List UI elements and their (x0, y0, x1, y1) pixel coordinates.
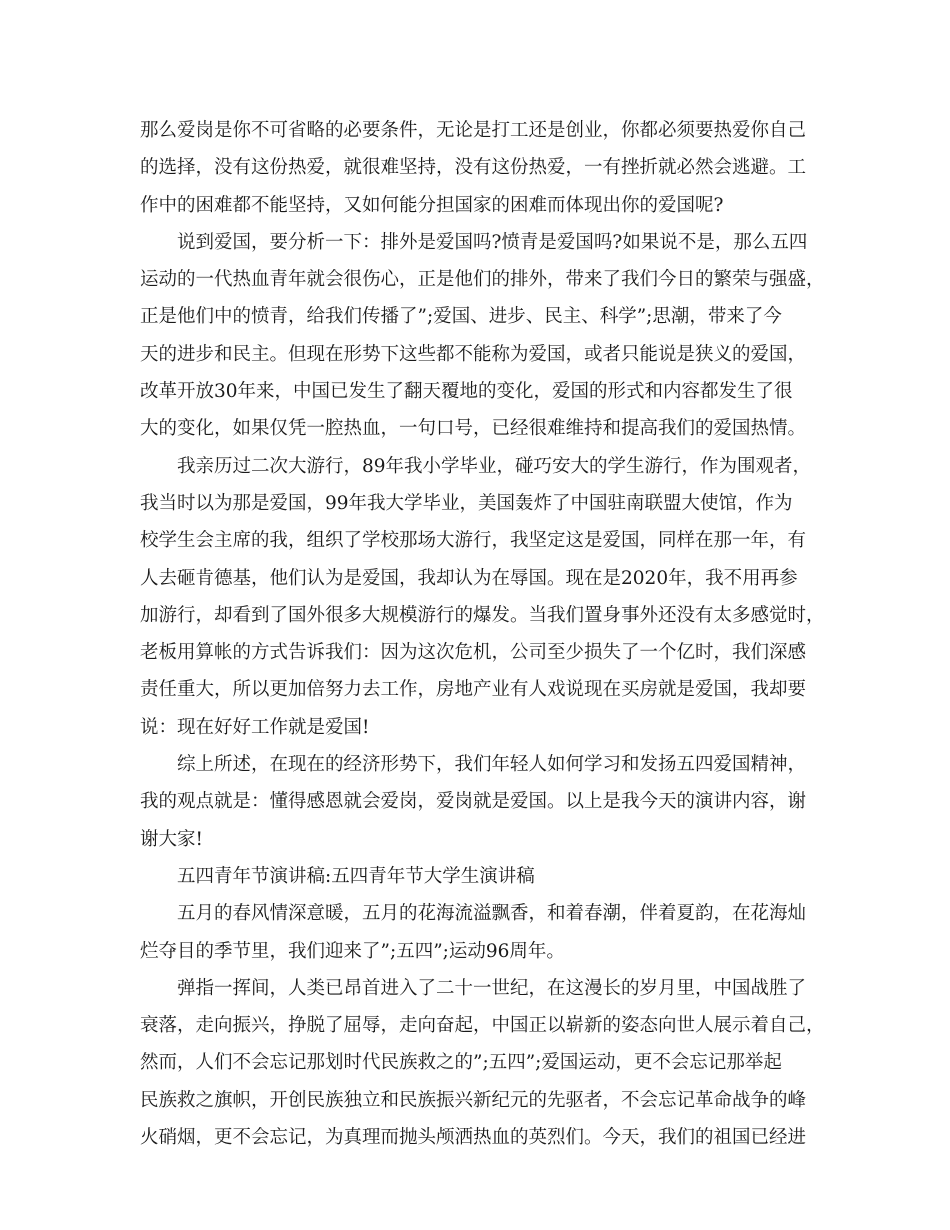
paragraph (140, 970, 825, 1156)
text-line: 作中的困难都不能坚持，又如何能分担国家的困难而体现出你的爱国呢? (140, 194, 724, 216)
text-line: 改革开放30年来，中国已发生了翻天覆地的变化，爱国的形式和内容都发生了很 (140, 381, 793, 403)
document-body (140, 112, 825, 1156)
text-line: 那么爱岗是你不可省略的必要条件，无论是打工还是创业，你都必须要热爱你自己 (140, 120, 807, 141)
text-line: 加游行，却看到了国外很多大规模游行的爆发。当我们置身事外还没有太多感觉时， (140, 604, 825, 626)
text-line: 我亲历过二次大游行，89年我小学毕业，碰巧安大的学生游行，作为围观者， (177, 455, 812, 477)
text-line: 大的变化，如果仅凭一腔热血，一句口号，已经很难维持和提高我们的爱国热情。 (140, 418, 807, 440)
text-line: 民族救之旗帜，开创民族独立和民族振兴新纪元的先驱者，不会忘记革命战争的峰 (140, 1089, 807, 1111)
text-line: 老板用算帐的方式告诉我们：因为这次危机，公司至少损失了一个亿时，我们深感 (140, 642, 807, 664)
text-line: 综上所述，在现在的经济形势下，我们年轻人如何学习和发扬五四爱国精神， (177, 754, 807, 776)
text-line: 衰落，走向振兴，挣脱了屈辱，走向奋起，中国正以崭新的姿态向世人展示着自己， (140, 1015, 825, 1037)
text-line: 五月的春风情深意暖，五月的花海流溢飘香，和着春潮，伴着夏韵，在花海灿 (177, 903, 807, 925)
text-line: 然而，人们不会忘记那划时代民族救之的”;五四”;爱国运动，更不会忘记那举起 (140, 1052, 782, 1074)
paragraph (140, 858, 825, 895)
text-line: 校学生会主席的我，组织了学校那场大游行，我坚定这是爱国，同样在那一年，有 (140, 530, 807, 552)
text-line: 我的观点就是：懂得感恩就会爱岗，爱岗就是爱国。以上是我今天的演讲内容，谢 (140, 791, 807, 813)
paragraph (140, 746, 825, 858)
text-line: 责任重大，所以更加倍努力去工作，房地产业有人戏说现在买房就是爱国，我却要 (140, 679, 807, 701)
text-line: 人去砸肯德基，他们认为是爱国，我却认为在辱国。现在是2020年，我不用再参 (140, 567, 798, 589)
text-line: 运动的一代热血青年就会很伤心，正是他们的排外，带来了我们今日的繁荣与强盛， (140, 269, 825, 291)
text-line: 说：现在好好工作就是爱国! (140, 716, 370, 738)
paragraph (140, 224, 825, 448)
text-line: 说到爱国，要分析一下：排外是爱国吗?愤青是爱国吗?如果说不是，那么五四 (177, 231, 808, 253)
text-line: 天的进步和民主。但现在形势下这些都不能称为爱国，或者只能说是狭义的爱国， (140, 343, 807, 365)
text-line: 我当时以为那是爱国，99年我大学毕业，美国轰炸了中国驻南联盟大使馆，作为 (140, 492, 793, 514)
text-line: 谢大家! (140, 828, 203, 850)
text-line: 烂夺目的季节里，我们迎来了”;五四”;运动96周年。 (140, 940, 565, 962)
paragraph (140, 895, 825, 970)
text-line: 弹指一挥间，人类已昂首进入了二十一世纪，在这漫长的岁月里，中国战胜了 (177, 977, 807, 999)
text-line: 的选择，没有这份热爱，就很难坚持，没有这份热爱，一有挫折就必然会逃避。工 (140, 157, 807, 179)
paragraph (140, 448, 825, 746)
text-line: 火硝烟，更不会忘记，为真理而抛头颅洒热血的英烈们。今天，我们的祖国已经进 (140, 1127, 807, 1149)
text-line: 五四青年节演讲稿:五四青年节大学生演讲稿 (177, 865, 535, 887)
paragraph (140, 112, 825, 224)
text-line: 正是他们中的愤青，给我们传播了”;爱国、进步、民主、科学”;思潮，带来了今 (140, 306, 782, 328)
